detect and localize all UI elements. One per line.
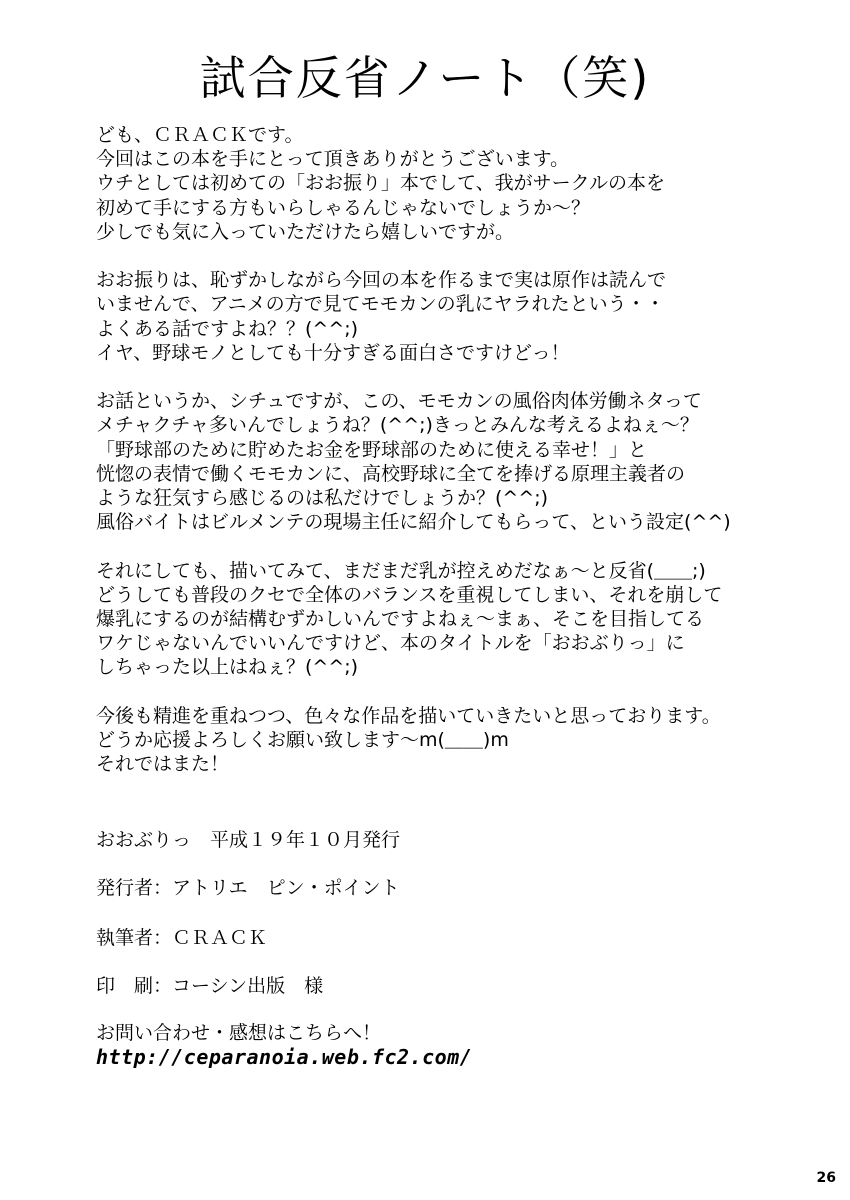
text-line: ウチとしては初めての「おお振り」本でして、我がサークルの本を xyxy=(96,172,666,195)
text-line: 爆乳にするのが結構むずかしいんですよねぇ～まぁ、そこを目指してる xyxy=(96,608,705,631)
text-line: どうか応援よろしくお願い致します～m(＿＿)m xyxy=(96,729,509,752)
website-link[interactable]: http://ceparanoia.web.fc2.com/ xyxy=(96,1045,473,1069)
text-line: メチャクチャ多いんでしょうね？(^^;)きっとみんな考えるよねぇ～？ xyxy=(96,414,699,437)
text-line: 初めて手にする方もいらしゃるんじゃないでしょうか～？ xyxy=(96,196,591,219)
afterword-body xyxy=(96,123,796,801)
text-line: いませんで、アニメの方で見てモモカンの乳にヤラれたという・・ xyxy=(96,293,665,316)
text-line: お話というか、シチュですが、この、モモカンの風俗肉体労働ネタって xyxy=(96,390,702,413)
paragraph-story xyxy=(96,389,796,534)
page-number: 26 xyxy=(816,1170,836,1186)
colophon-publisher: 発行者：アトリエ ピン・ポイント xyxy=(96,877,400,899)
text-line: ような狂気すら感じるのは私だけでしょうか？(^^;) xyxy=(96,487,549,510)
colophon-contact: お問い合わせ・感想はこちらへ！ xyxy=(96,1022,382,1044)
text-line: どうしても普段のクセで全体のバランスを重視してしまい、それを崩して xyxy=(96,583,723,606)
text-line: ワケじゃないんでいいんですけど、本のタイトルを「おおぶりっ」に xyxy=(96,632,685,655)
text-line: よくある話ですよね？？(^^;) xyxy=(96,317,359,340)
text-line: 風俗バイトはビルメンテの現場主任に紹介してもらって、という設定(^^) xyxy=(96,511,731,534)
text-line: 今回はこの本を手にとって頂きありがとうございます。 xyxy=(96,148,570,171)
text-line: 少しでも気に入っていただけたら嬉しいですが。 xyxy=(96,220,515,243)
text-line: ども、ＣＲＡＣＫです。 xyxy=(96,124,304,146)
paragraph-closing xyxy=(96,704,796,777)
colophon-issue: おおぶりっ 平成１９年１０月発行 xyxy=(96,829,401,851)
text-line: 今後も精進を重ねつつ、色々な作品を描いていきたいと思っております。 xyxy=(96,704,721,727)
text-line: それではまた！ xyxy=(96,753,230,776)
text-line: 恍惚の表情で働くモモカンに、高校野球に全てを捧げる原理主義者の xyxy=(96,462,686,485)
text-line: 「野球部のために貯めたお金を野球部のために使える幸せ！」と xyxy=(96,438,648,461)
paragraph-greeting xyxy=(96,123,796,244)
colophon-printer: 印 刷：コーシン出版 様 xyxy=(96,975,324,997)
text-line: おお振りは、恥ずかしながら今回の本を作るまで実は原作は読んで xyxy=(96,269,667,292)
text-line: しちゃった以上はねぇ？(^^;) xyxy=(96,656,359,679)
text-line: それにしても、描いてみて、まだまだ乳が控えめだなぁ～と反省(＿＿;) xyxy=(96,559,706,582)
paragraph-reflection xyxy=(96,559,796,680)
paragraph-origin xyxy=(96,268,796,365)
text-line: イヤ、野球モノとしても十分すぎる面白さですけどっ！ xyxy=(96,341,570,364)
page-title: 試合反省ノート（笑) xyxy=(199,51,651,105)
colophon-author: 執筆者：ＣＲＡＣＫ xyxy=(96,927,268,949)
